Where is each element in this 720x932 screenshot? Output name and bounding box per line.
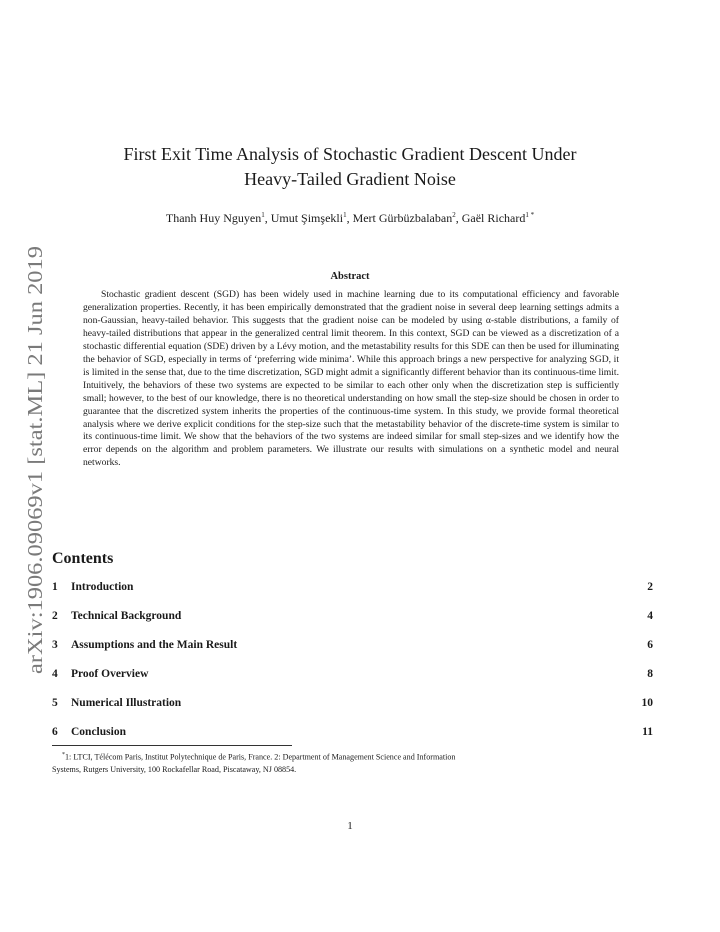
author-affiliation: 2 [452,211,456,219]
author-name: Gaël Richard [461,211,526,225]
author-name: Mert Gürbüzbalaban [352,211,453,225]
footnote-line-1-text: 1: LTCI, Télécom Paris, Institut Polytechnique de Paris, France. 2: Department of Management Science and Information [65,752,456,762]
author [271,211,353,225]
toc-entry-title: Proof Overview [71,668,149,680]
page-number: 1 [347,820,353,832]
toc-entry-page: 8 [647,668,653,680]
paper-title-line-1: First Exit Time Analysis of Stochastic Gradient Descent Under [123,144,577,164]
author [353,211,462,225]
toc-entry-number: 3 [52,639,58,651]
arxiv-identifier-text: arXiv:1906.09069v1 [stat.ML] 21 Jun 2019 [23,306,47,674]
abstract-text: Stochastic gradient descent (SGD) has been widely used in machine learning due to its computational efficiency and favorable generalization properties. Recently, it has been empirically demonstrated that the gradient noise in several deep learning settings admits a non-Gaussian, heavy-tailed behavior. This suggests that the gradient noise can be modeled by using α-stable distributions, a family of heavy-tailed distributions that appear in the generalized central limit theorem. In this context, SGD can be viewed as a discretization of a stochastic differential equation (SDE) driven by a Lévy motion, and the metastability results for this SDE can then be used for illuminating the behavior of SGD, especially in terms of ‘preferring wide minima’. While this approach brings a new perspective for analyzing SGD, it is limited in the sense that, due to the time discretization, SGD might admit a significantly different behavior than its continuous-time limit. Intuitively, the behaviors of these two systems are expected to be similar to each other only when the discretization step is sufficiently small; however, to the best of our knowledge, there is no theoretical understanding on how small the step-size should be chosen in order to guarantee that the discretized system inherits the properties of the continuous-time system. In this study, we provide formal theoretical analysis where we derive explicit conditions for the step-size such that the metastability behavior of the discrete-time system is similar to its continuous-time limit. We show that the behaviors of the two systems are indeed similar for small step-sizes and we identify how the error depends on the algorithm and problem parameters. We illustrate our results with simulations on a synthetic model and neural networks. [83,289,619,469]
toc-entry-title: Introduction [71,581,134,593]
author-affiliation: 1 * [525,211,535,219]
toc-entry-number: 2 [52,610,58,622]
toc-entry-page: 6 [647,639,653,651]
author-name: Umut Şimşekli [270,211,344,225]
toc-entry-assumptions[interactable] [52,639,653,657]
arxiv-identifier [8,246,56,674]
author-name: Thanh Huy Nguyen [165,211,262,225]
toc-entry-title: Numerical Illustration [71,697,182,709]
toc-entry-title: Assumptions and the Main Result [71,639,238,651]
toc-entry-page: 4 [647,610,653,622]
toc-entry-title: Technical Background [71,610,182,622]
toc-entry-numerical-illustration[interactable] [52,697,653,715]
paper-title-line-2: Heavy-Tailed Gradient Noise [244,169,456,189]
author [166,211,271,225]
abstract-heading: Abstract [330,271,370,282]
toc-entry-page: 2 [647,581,653,593]
footnote [52,749,653,776]
author [462,211,534,225]
footnote-mark: * [62,752,65,758]
author-affiliation: 1 [343,211,347,219]
author-separator: , [455,211,462,225]
author-list [80,206,620,227]
footnote-line-1 [52,749,653,764]
paper-title [80,142,620,192]
toc-entry-conclusion[interactable] [52,726,653,744]
arxiv-identifier-svg [8,246,56,674]
author-separator: , [346,211,353,225]
toc-entry-technical-background[interactable] [52,610,653,628]
toc-entry-number: 6 [52,726,58,738]
toc-entry-title: Conclusion [71,726,126,738]
toc-entry-page: 10 [641,697,653,709]
author-separator: , [264,211,271,225]
footnote-rule [52,745,292,746]
footnote-line-2: Systems, Rutgers University, 100 Rockafellar Road, Piscataway, NJ 08854. [52,764,297,774]
toc-entry-number: 5 [52,697,58,709]
toc-entry-introduction[interactable] [52,581,653,599]
contents-heading: Contents [52,550,114,567]
toc-entry-number: 1 [52,581,58,593]
toc-entry-proof-overview[interactable] [52,668,653,686]
toc-entry-number: 4 [52,668,58,680]
toc-entry-page: 11 [642,726,653,738]
author-affiliation: 1 [261,211,265,219]
